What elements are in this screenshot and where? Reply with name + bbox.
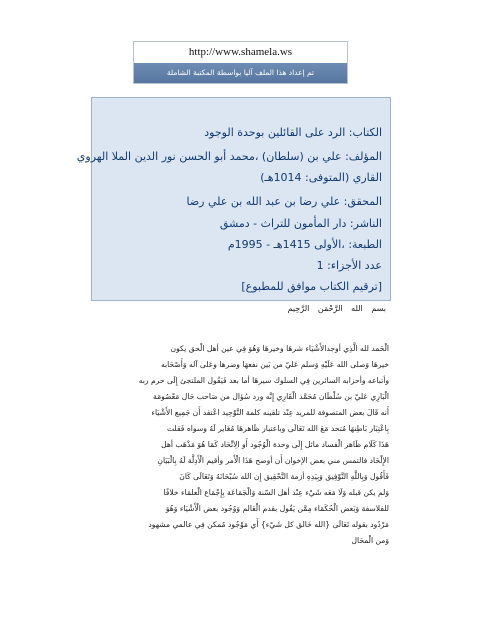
text-line: الْحَمد لله الَّذِي أوجدالأَشْيَاء شرهَا وخيرهَا وَهُوَ فِي عين أهل الْحق يكون	[170, 344, 389, 353]
text-line: وَلم يكن قبله وَلَا مَعَه شَيْء عِنْد أهل السّنة وَالْجَمَاعَة بِإِجْمَاع الْعلمَاء خلافًا	[163, 488, 389, 497]
text-line: الإِلْحَاد فالتمس مني بعض الإخوان أَن أوضح هَذَا الْأَمر وأقيم الْأَدِلَّة لَهُ بِالْبَيَانِ	[157, 456, 389, 465]
text-line: فَأَقُول وَبِاللَّهِ التَّوْفِيق وَبِيَدِهِ أزمة التَّحْقِيق إِن الله سُبْحَانَهُ وَتَعَالَى كَانَ	[179, 472, 389, 481]
book-numbering-note: [ترقيم الكتاب موافق للمطبوع]	[241, 280, 382, 293]
book-edition: الطبعة: ،الأولى 1415هـ - 1995م	[227, 238, 382, 251]
book-title: الكتاب: الرد على القائلين بوحدة الوجود	[204, 126, 382, 139]
generation-banner: تم إعداد هذا الملف آليا بواسطة المكتبة الشاملة	[134, 63, 347, 83]
book-publisher: الناشر: دار المأمون للتراث - دمشق	[219, 217, 382, 230]
text-line: مَرْدُود بقوله تَعَالَى {الله خَالق كل شَيْء} أَي مَوْجُود مُمكن فِي عالمي مشهود	[148, 520, 389, 529]
body-paragraph	[70, 341, 389, 549]
book-author-continued: القاري (المتوفى: 1014هـ)	[260, 171, 382, 184]
text-line: الْبَارِي عَليّ بن سُلْطَان مُحَمَّد الْقَارِي إِنَّه ورد سُؤال من صَاحب حَال مَعْصُومَة	[153, 392, 389, 401]
basmala: بسم الله الرَّحْمَن الرَّحِيم	[287, 304, 386, 313]
text-line: خيرهَا وَصلى الله عَلَيْهِ وَسلم عَليّ من بَين نفعهَا وضرها وعَلى آله وَأَصْحَابه	[160, 360, 389, 369]
book-parts: عدد الأجزاء: 1	[316, 259, 382, 272]
site-url[interactable]: http://www.shamela.ws	[134, 42, 347, 63]
text-line: هَذَا كَلَام ظَاهر الْفساد مائل إِلَى وحدة الْوُجُود أَو الِاتِّحَاد كَمَا هُوَ مَذْهَب أهل	[161, 440, 389, 449]
site-header	[133, 41, 348, 84]
text-line: أَنه قَالَ بعض المتصوفة للمريد عِنْد تلقينه كلمة التَّوْحِيد اعْتقد أَن جَمِيع الأَشْيَاء	[151, 408, 389, 417]
text-line: للفلاسفة وَبَعض الْحُكَمَاء مِمَّن يَقُول بقدم الْعَالم وَوُجُود بعض الْأَشْيَاء وَهُوَ	[165, 504, 389, 513]
text-line: وَمن الْمحَال	[351, 536, 389, 545]
book-editor: المحقق: علي رضا بن عبد الله بن علي رضا	[186, 195, 382, 208]
book-author: المؤلف: علي بن (سلطان) ،محمد أبو الحسن نور الدين الملا الهروي	[76, 150, 382, 163]
text-line: بِاعْتِبَار بَاطِنهَا مُتحد مَعَ الله تَعَالَى وباعتبار ظَاهرهَا مُغَاير لَهُ وسواه فَقلت	[166, 424, 389, 433]
text-line: وأتباعه وأحزابه السائرين فِي السلوك سيرهَا أما بعد فَيَقُول الملتجئ إِلَى حرم ربه	[138, 376, 389, 385]
book-info-box	[76, 97, 391, 301]
